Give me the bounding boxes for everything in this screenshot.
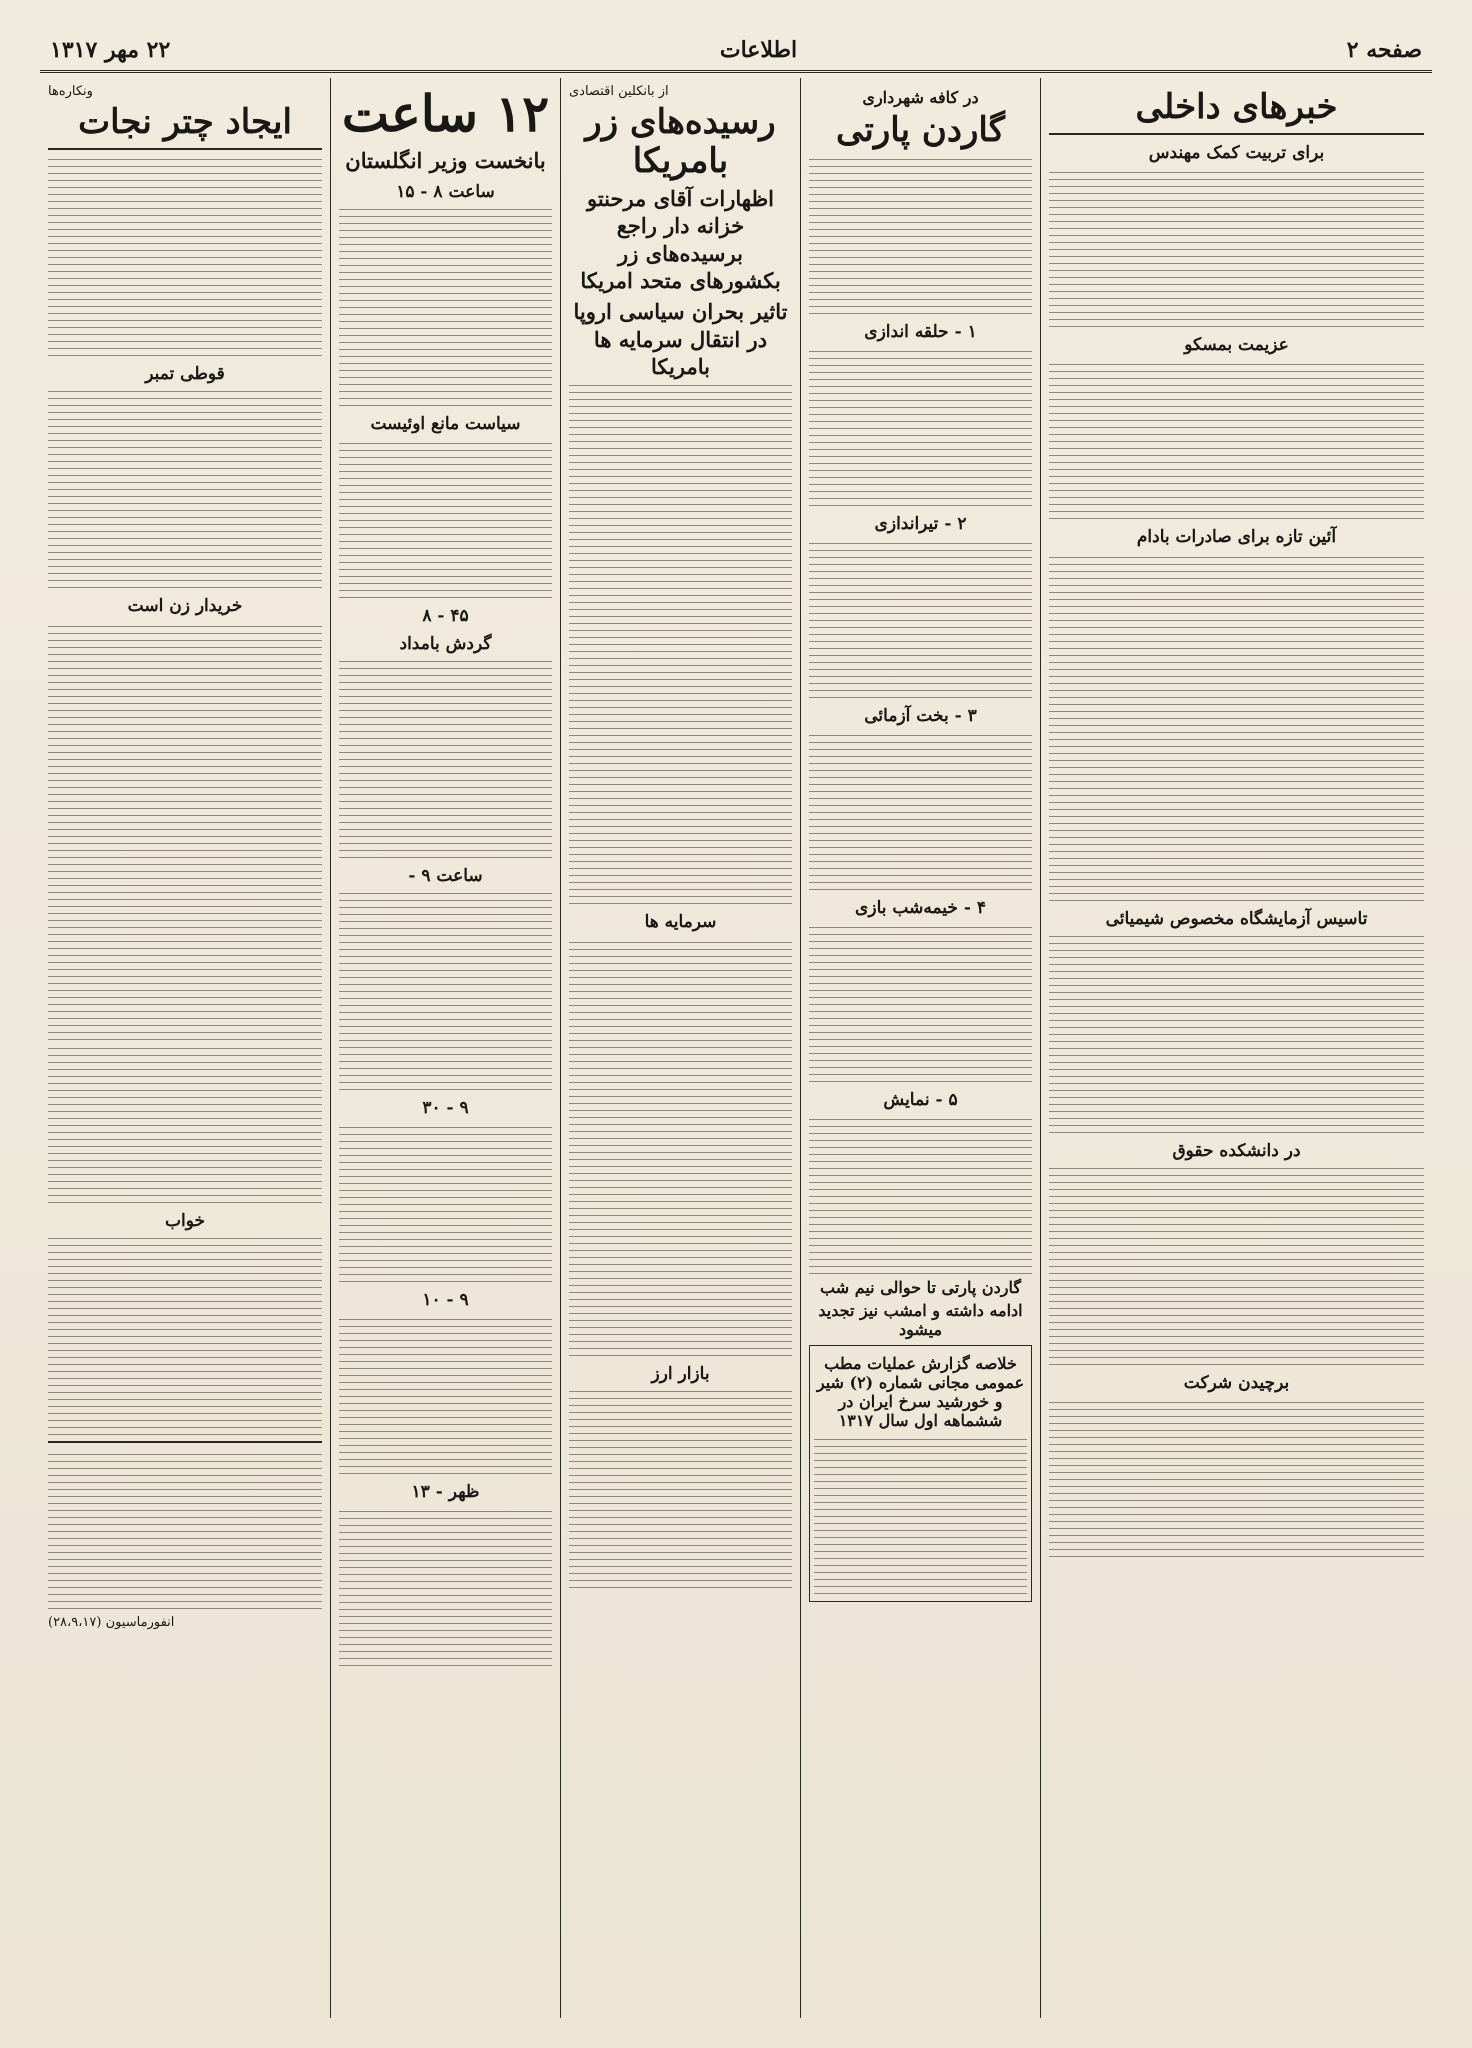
time-stamp: ساعت ۹ - (408, 866, 483, 887)
article-text (1049, 1397, 1424, 1557)
umbrella-head: قوطی تمبر (145, 364, 225, 385)
section-head: ۴ - خیمه‌شب بازی (855, 898, 986, 919)
article-text (48, 620, 322, 1040)
hours-head: ظهر - ۱۳ (411, 1482, 480, 1503)
article-text (1049, 1165, 1424, 1365)
article-text (809, 154, 1032, 314)
section-head: ۱ - حلقه اندازی (864, 322, 977, 343)
article-text (809, 346, 1032, 506)
article-text (48, 156, 322, 356)
article-text (809, 1114, 1032, 1274)
article-text (569, 936, 792, 1356)
article-text (339, 1506, 552, 1666)
headline: تاسیس آزمایشگاه مخصوص شیمیائی (1105, 909, 1368, 930)
article-text (339, 658, 552, 858)
umbrella-head: خریدار زن است (127, 596, 243, 617)
hours-title: ۱۲ ساعت (341, 84, 550, 143)
report-table (814, 1434, 1027, 1594)
article-text (1049, 551, 1424, 901)
clinic-report-title: خلاصه گزارش عملیات مطب عمومی مجانی شماره (۲) شیر و خورشید سرخ ایران در ششماهه اول سال ۱۳۱۷ (816, 1354, 1025, 1431)
garden-kicker: در کافه شهرداری (862, 88, 979, 107)
time-stamp: ۹ - ۱۰ (422, 1290, 469, 1311)
umbrella-title: ایجاد چتر نجات (78, 102, 292, 142)
article-text (48, 388, 322, 588)
divider (48, 148, 322, 150)
gold-kicker (569, 84, 792, 99)
garden-title: گاردن پارتی (836, 110, 1005, 150)
article-text (339, 1122, 552, 1282)
umbrella-footer: انفورماسیون (۲۸،۹،۱۷) (48, 1615, 175, 1631)
hours-subtitle: بانخست وزیر انگلستان (345, 148, 546, 173)
headline: آئین تازه برای صادرات بادام (1136, 527, 1337, 548)
gold-head: بازار ارز (651, 1364, 710, 1385)
garden-bold-line: گاردن پارتی تا حوالی نیم شب (820, 1278, 1021, 1298)
article-text (809, 730, 1032, 890)
gold-kicker-2: اقتصادی (569, 84, 614, 99)
umbrella-head: خواب (164, 1211, 206, 1232)
headline: در دانشکده حقوق (1172, 1141, 1301, 1162)
section-head: ۵ - نمایش (883, 1090, 958, 1111)
hours-head: سیاست مانع اوئیست (370, 414, 521, 435)
issue-date: ۲۲ مهر ۱۳۱۷ (50, 37, 171, 63)
article-text (48, 1235, 322, 1435)
article-text (339, 1314, 552, 1474)
gold-head: سرمایه ها (644, 912, 717, 933)
section-head: ۲ - تیراندازی (874, 514, 967, 535)
headline: برای تربیت کمک مهندس (1148, 143, 1325, 164)
columns (40, 78, 1432, 2018)
column-umbrella (40, 78, 330, 2018)
gold-subtitle: اظهارات آقای مرحنتو خزانه دار راجع برسیده‌های زر بکشورهای متحد امریکا (580, 186, 781, 294)
domestic-news-title: خبرهای داخلی (1135, 87, 1338, 127)
section-head: ۳ - بخت آزمائی (864, 706, 977, 727)
article-text (48, 1043, 322, 1203)
umbrella-kicker: ونکاره‌ها (48, 84, 93, 99)
page-label: صفحه ۲ (1346, 37, 1422, 63)
article-text (339, 438, 552, 598)
divider (48, 1441, 322, 1443)
article-text (48, 1449, 322, 1609)
gold-kicker-1: از بانکلین (618, 84, 669, 99)
page-header (40, 30, 1432, 73)
gold-subtitle-2: تاثیر بحران سیاسی اروپا در انتقال سرمایه ها بامریکا (573, 299, 788, 379)
article-text (1049, 167, 1424, 327)
article-text (569, 1388, 792, 1588)
clinic-report-box (809, 1345, 1032, 1602)
hours-head: گردش بامداد (399, 634, 492, 655)
time-stamp: ۹ - ۳۰ (422, 1098, 469, 1119)
article-text (569, 384, 792, 904)
time-stamp: ۴۵ - ۸ (422, 606, 469, 627)
article-text (1049, 359, 1424, 519)
article-text (809, 538, 1032, 698)
headline: عزیمت بمسکو (1184, 335, 1289, 356)
gold-title: رسیده‌های زر بامریکا (585, 102, 776, 182)
paper-name: اطلاعات (719, 37, 798, 63)
divider (1049, 133, 1424, 135)
column-12-hours (330, 78, 560, 2018)
time-stamp: ساعت ۸ - ۱۵ (396, 182, 495, 203)
garden-bold-line: ادامه داشته و امشب نیز تجدید میشود (818, 1301, 1023, 1340)
column-gold-america (560, 78, 800, 2018)
column-domestic-news (1040, 78, 1432, 2018)
article-text (809, 922, 1032, 1082)
headline: برچیدن شرکت (1183, 1373, 1290, 1394)
column-garden-party (800, 78, 1040, 2018)
article-text (339, 890, 552, 1090)
article-text (1049, 933, 1424, 1133)
article-text (339, 206, 552, 406)
